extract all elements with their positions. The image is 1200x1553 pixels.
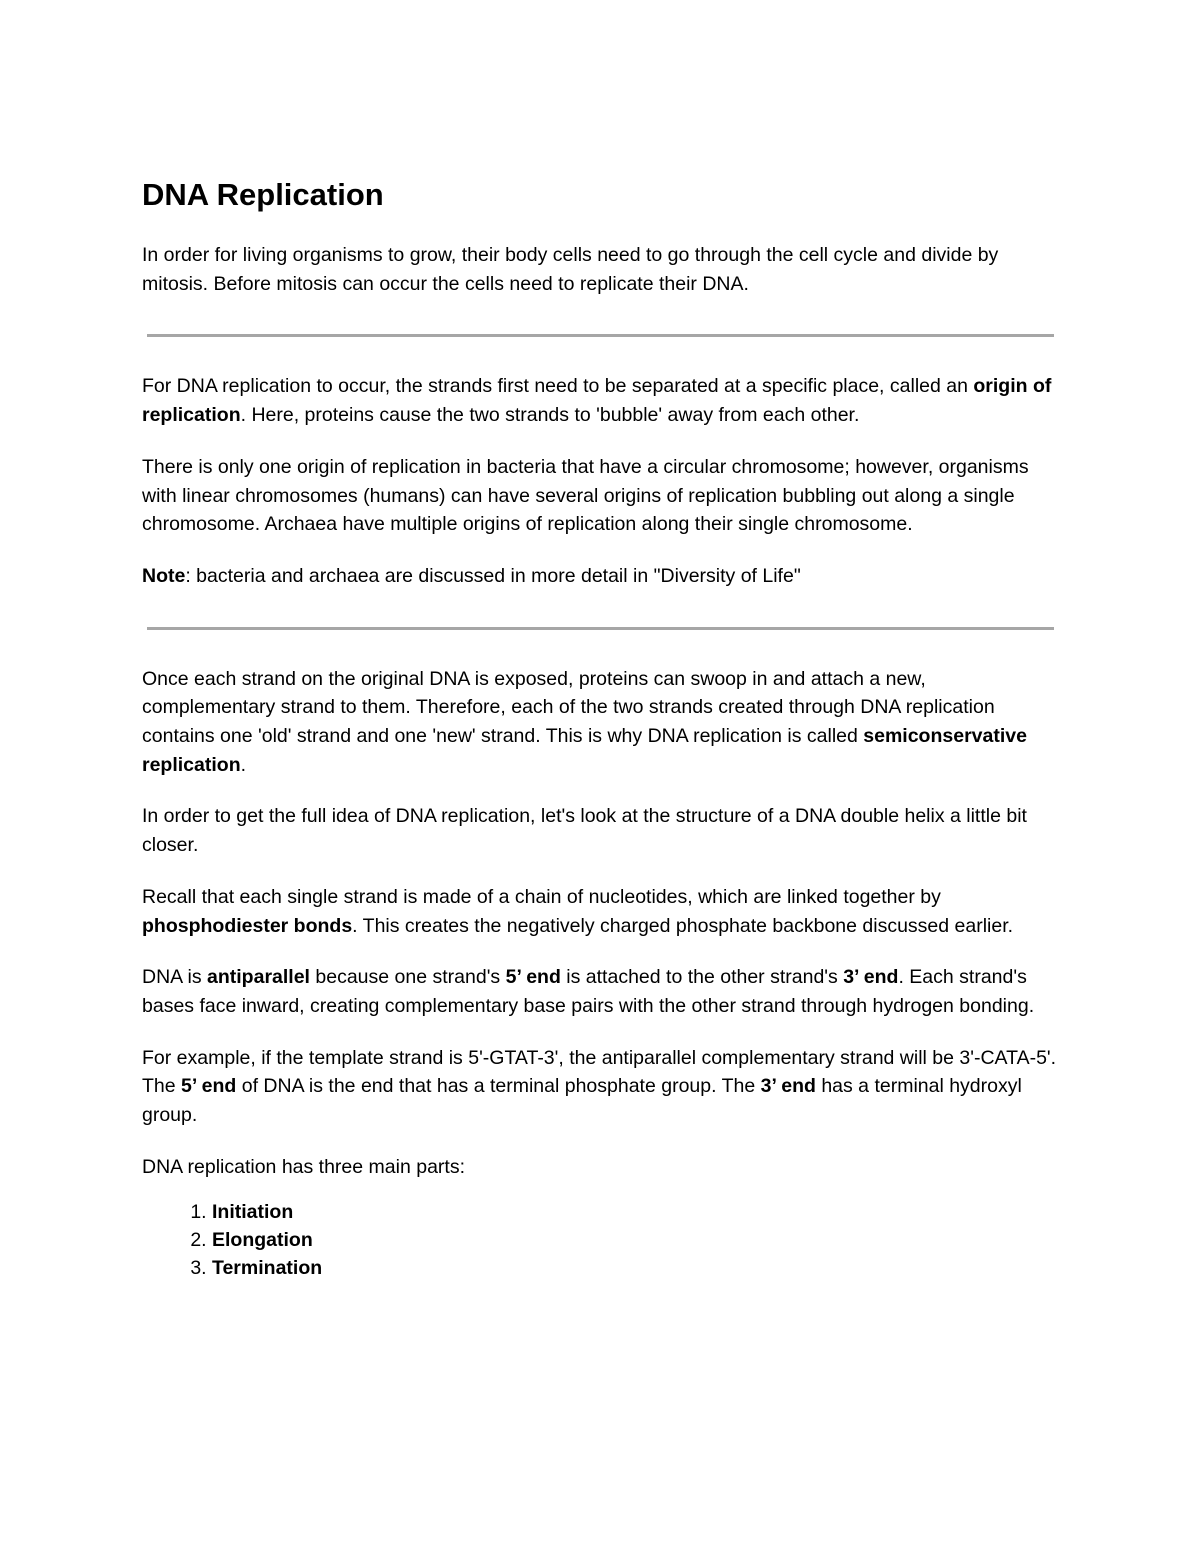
section-divider-2 xyxy=(147,627,1054,630)
phosphodiester-term: phosphodiester bonds xyxy=(142,914,353,937)
antiparallel-text-2: because one strand's xyxy=(309,966,506,989)
semiconservative-text-post: . xyxy=(240,753,247,776)
three-prime-end-term: 3’ end xyxy=(843,966,899,989)
semiconservative-text-pre: Once each strand on the original DNA is exposed, proteins can swoop in and attach a new, complementary strand to them. Therefore, each of the two strands created through DNA replication contains one 'old' strand and one 'new' strand. This is why DNA replication is called xyxy=(142,667,995,748)
antiparallel-text-3: is attached to the other strand's xyxy=(560,966,844,989)
semiconservative-term: semiconservative replication xyxy=(142,725,1027,776)
antiparallel-text-1: DNA is xyxy=(142,966,208,989)
example-paragraph xyxy=(142,1044,1058,1130)
document-content xyxy=(142,176,1058,1282)
list-item: 1. Initiation xyxy=(212,1198,1058,1226)
intro-paragraph xyxy=(142,241,1058,298)
origins-count-paragraph xyxy=(142,453,1058,539)
example-five-prime-term: 5’ end xyxy=(181,1075,237,1098)
example-three-prime-term: 3’ end xyxy=(760,1075,816,1098)
origins-count-text: There is only one origin of replication in bacteria that have a circular chromosome; however, organisms with linear chromosomes (humans) can have several origins of replication bubbling out along a single chromosome. Archaea have multiple origins of replication along their single chromosome. xyxy=(142,455,1029,536)
phosphodiester-paragraph xyxy=(142,883,1058,940)
section-divider-1 xyxy=(147,334,1054,337)
example-text-2: of DNA is the end that has a terminal phosphate group. The xyxy=(236,1075,761,1098)
note-text: : bacteria and archaea are discussed in more detail in "Diversity of Life" xyxy=(185,564,801,587)
list-item: 2. Elongation xyxy=(212,1226,1058,1254)
origin-paragraph xyxy=(142,372,1058,429)
phosphodiester-text-post: . This creates the negatively charged phosphate backbone discussed earlier. xyxy=(352,914,1014,937)
structure-paragraph xyxy=(142,802,1058,859)
page-title: DNA Replication xyxy=(142,177,384,212)
origin-term: origin of replication xyxy=(142,375,1052,427)
note-label: Note xyxy=(142,564,186,587)
intro-text: In order for living organisms to grow, their body cells need to go through the cell cycle and divide by mitosis. Before mitosis can occur the cells need to replicate their DNA. xyxy=(142,244,999,295)
example-text-1: For example, if the template strand is 5'-GTAT-3', the antiparallel complementary strand will be 3'-CATA-5'. The xyxy=(142,1046,1057,1098)
five-prime-end-term: 5’ end xyxy=(505,966,561,989)
replication-parts-list xyxy=(142,1198,1058,1282)
origin-text-pre: For DNA replication to occur, the strands first need to be separated at a specific place, called an xyxy=(142,375,974,398)
example-text-3: has a terminal hydroxyl group. xyxy=(142,1075,1022,1127)
antiparallel-text-4: . Each strand's bases face inward, creating complementary base pairs with the other strand through hydrogen bonding. xyxy=(142,966,1035,1017)
antiparallel-term: antiparallel xyxy=(207,966,310,989)
semiconservative-paragraph xyxy=(142,665,1058,780)
antiparallel-paragraph xyxy=(142,963,1058,1020)
phosphodiester-text-pre: Recall that each single strand is made of a chain of nucleotides, which are linked together by xyxy=(142,885,941,908)
note-paragraph xyxy=(142,562,1058,591)
origin-text-post: . Here, proteins cause the two strands to 'bubble' away from each other. xyxy=(240,404,860,427)
parts-intro-text: DNA replication has three main parts: xyxy=(142,1155,465,1178)
structure-text: In order to get the full idea of DNA replication, let's look at the structure of a DNA double helix a little bit closer. xyxy=(142,805,1027,857)
list-item: 3. Termination xyxy=(212,1254,1058,1282)
parts-intro-paragraph xyxy=(142,1153,1058,1182)
